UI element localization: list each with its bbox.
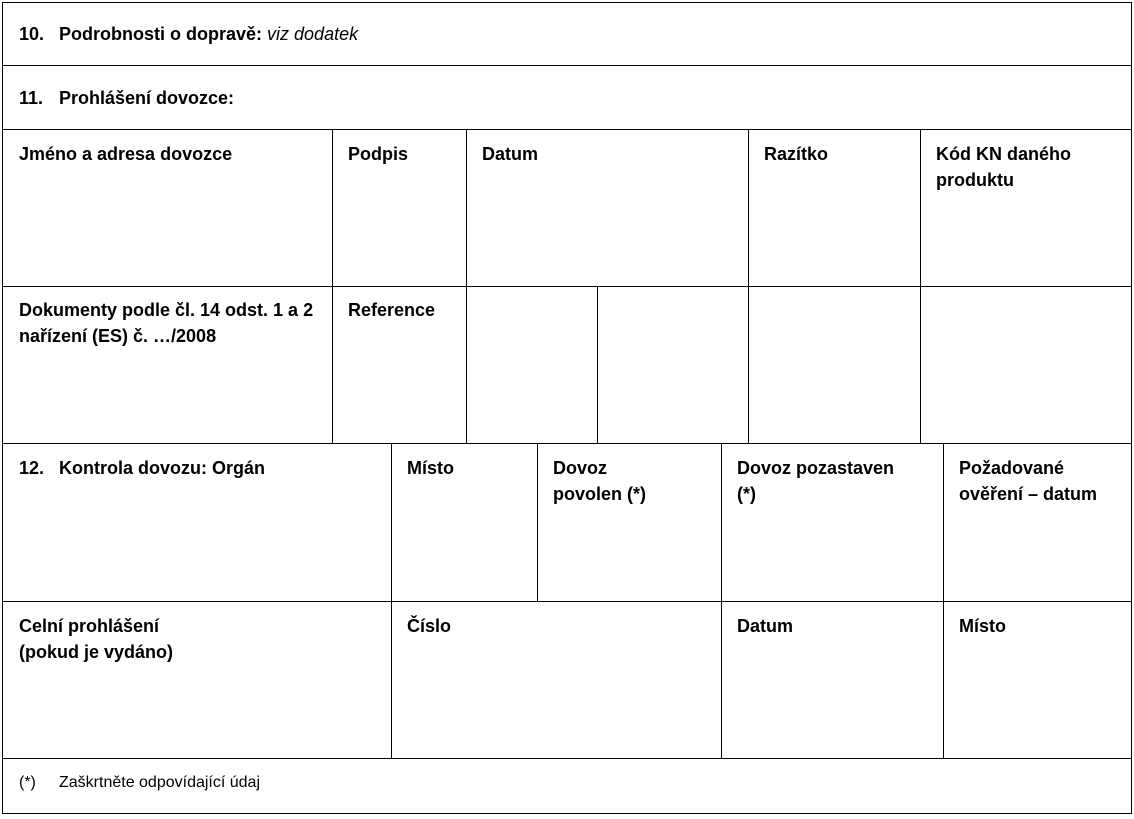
importer-name-address-label: Jméno a adresa dovozce: [19, 144, 233, 164]
footnote-mark: (*): [19, 774, 36, 791]
divider: [3, 286, 1131, 287]
customs-declaration-label: Celní prohlášení (pokud je vydáno): [19, 616, 174, 662]
customs-place-label: Místo: [959, 616, 1006, 636]
footnote-text: Zaškrtněte odpovídající údaj: [59, 774, 261, 791]
divider: [3, 65, 1131, 66]
date-label: Datum: [482, 144, 539, 164]
cn-code-label: Kód KN daného produktu: [936, 144, 1071, 190]
divider: [3, 443, 1131, 444]
divider: [748, 129, 749, 443]
customs-date-label: Datum: [737, 616, 794, 636]
documents-label: Dokumenty podle čl. 14 odst. 1 a 2 nařízení (ES) č. …/2008: [19, 300, 314, 346]
divider: [332, 129, 333, 443]
place-label: Místo: [407, 458, 454, 478]
import-suspended-label: Dovoz pozastaven (*): [737, 458, 895, 504]
divider: [943, 443, 944, 758]
divider: [597, 286, 598, 443]
section-12-label: Kontrola dovozu: Orgán: [59, 458, 265, 478]
divider: [721, 443, 722, 758]
section-11-number: 11.: [19, 88, 44, 108]
stamp-label: Razítko: [764, 144, 829, 164]
verification-date-label: Požadované ověření – datum: [959, 458, 1098, 504]
divider: [3, 601, 1131, 602]
divider: [3, 758, 1131, 759]
divider: [920, 129, 921, 443]
divider: [3, 129, 1131, 130]
import-allowed-label: Dovoz povolen (*): [553, 458, 646, 504]
divider: [466, 129, 467, 443]
signature-label: Podpis: [348, 144, 409, 164]
customs-form: [2, 2, 1132, 814]
section-10-value: viz dodatek: [267, 24, 359, 44]
section-10-heading: [19, 21, 358, 47]
section-10-number: 10.: [19, 24, 45, 44]
divider: [391, 443, 392, 758]
footnote: [19, 772, 260, 794]
section-12-heading: [19, 455, 379, 481]
section-11-heading: [19, 85, 234, 111]
number-label: Číslo: [407, 616, 452, 636]
section-11-label: Prohlášení dovozce:: [59, 88, 235, 108]
section-12-number: 12.: [19, 458, 45, 478]
reference-label: Reference: [348, 300, 436, 320]
section-10-label: Podrobnosti o dopravě:: [59, 24, 263, 44]
divider: [537, 443, 538, 601]
